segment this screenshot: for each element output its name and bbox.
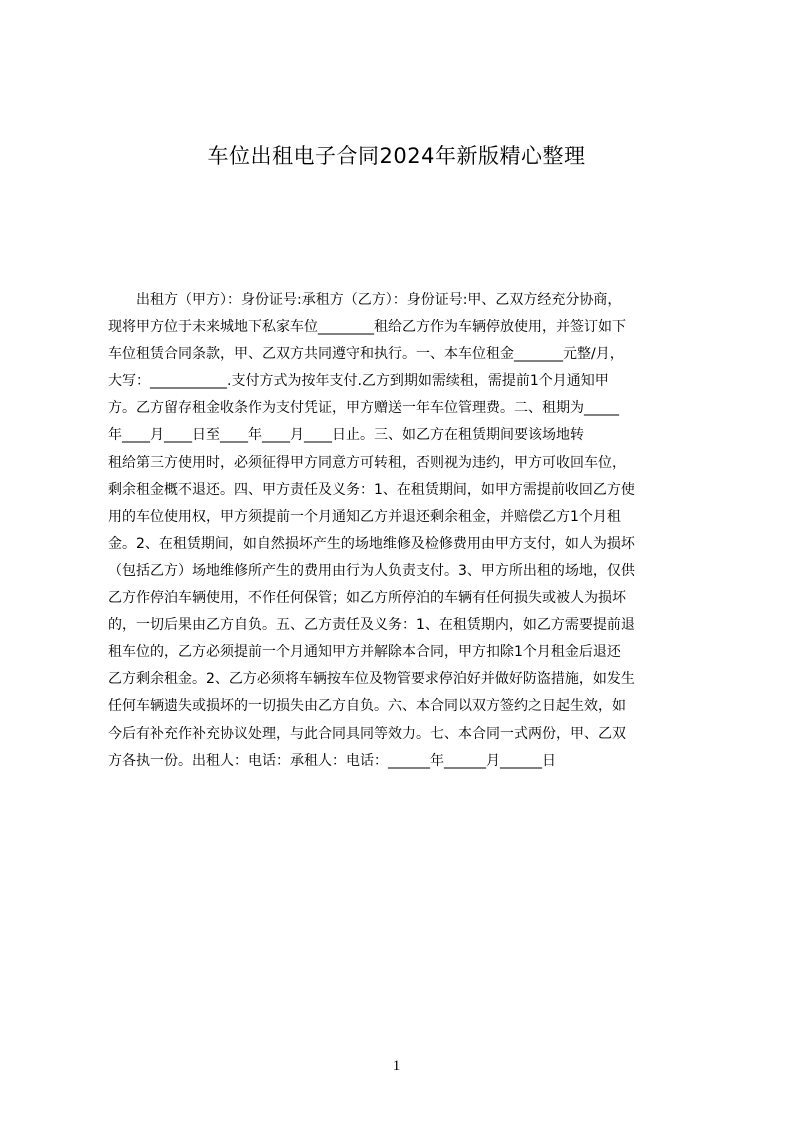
body-line: 乙方作停泊车辆使用，不作任何保管；如乙方所停泊的车辆有任何损失或被人为损坏 — [108, 590, 626, 607]
body-line: 乙方剩余租金。2、乙方必须将车辆按车位及物管要求停泊好并做好防盗措施，如发生 — [108, 671, 635, 688]
page-number: 1 — [392, 1058, 401, 1074]
body-line: 今后有补充作补充协议处理，与此合同具同等效力。七、本合同一式两份，甲、乙双 — [108, 725, 626, 742]
body-line: 租给第三方使用时，必须征得甲方同意方可转租，否则视为违约，甲方可收回车位， — [108, 454, 626, 471]
document-title: 车位出租电子合同2024年新版精心整理 — [207, 144, 586, 168]
body-line: 方。乙方留存租金收条作为支付凭证，甲方赠送一年车位管理费。二、租期为_____ — [108, 400, 619, 417]
body-line: 车位租赁合同条款，甲、乙双方共同遵守和执行。一、本车位租金_______元整/月， — [108, 346, 624, 363]
body-line: 的，一切后果由乙方自负。五、乙方责任及义务：1、在租赁期内，如乙方需要提前退 — [108, 617, 635, 634]
body-line: 租车位的，乙方必须提前一个月通知甲方并解除本合同，甲方扣除1个月租金后退还 — [108, 644, 621, 661]
body-line: （包括乙方）场地维修所产生的费用由行为人负责支付。3、甲方所出租的场地，仅供 — [108, 562, 635, 579]
body-line: 剩余租金概不退还。四、甲方责任及义务：1、在租赁期间，如甲方需提前收回乙方使 — [108, 481, 635, 498]
body-line: 任何车辆遗失或损坏的一切损失由乙方自负。六、本合同以双方签约之日起生效，如 — [108, 698, 626, 715]
contract-body — [108, 287, 698, 775]
body-line: 方各执一份。出租人：电话：承租人：电话：______年______月______日 — [108, 752, 556, 769]
body-line: 出租方（甲方）：身份证号:承租方（乙方）：身份证号:甲、乙双方经充分协商， — [108, 292, 622, 308]
body-line: 用的车位使用权，甲方须提前一个月通知乙方并退还剩余租金，并赔偿乙方1个月租 — [108, 508, 621, 525]
body-line: 现将甲方位于未来城地下私家车位________租给乙方作为车辆停放使用，并签订如下 — [108, 319, 626, 336]
body-line: 年____月____日至____年____月____日止。三、如乙方在租赁期间要该场地转 — [108, 427, 584, 444]
body-line: 大写：___________.支付方式为按年支付.乙方到期如需续租，需提前1个月通知甲 — [108, 373, 609, 390]
body-line: 金。2、在租赁期间，如自然损坏产生的场地维修及检修费用由甲方支付，如人为损坏 — [108, 535, 635, 552]
